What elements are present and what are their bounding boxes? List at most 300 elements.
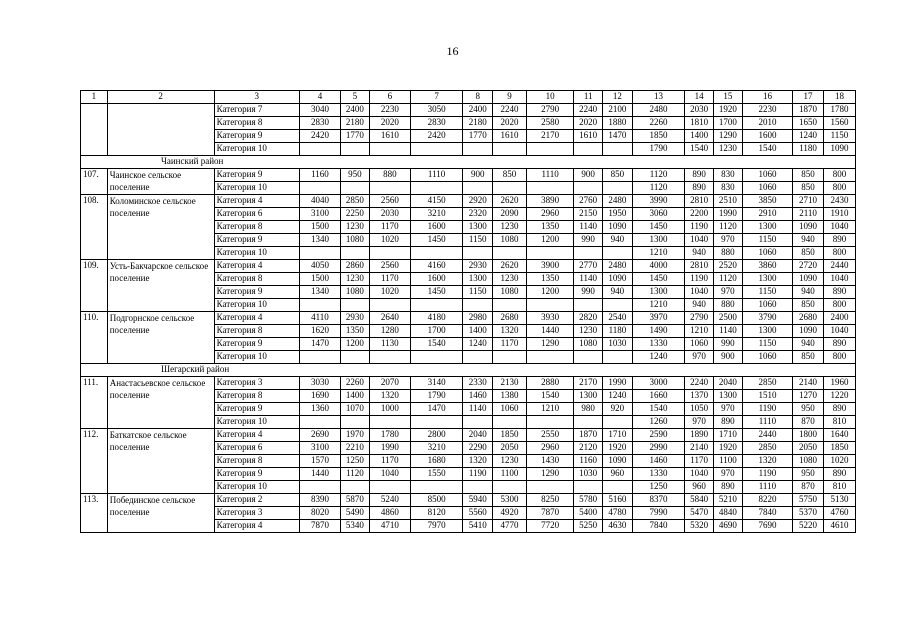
value-cell: 3050 [410,104,462,117]
value-cell: 830 [714,182,743,195]
value-cell: 1060 [742,299,792,312]
value-cell: 1650 [793,117,824,130]
category-cell: Категория 9 [214,286,299,299]
value-cell: 1300 [632,286,684,299]
value-cell: 1550 [410,468,462,481]
value-cell: 850 [793,351,824,364]
value-cell: 2560 [369,195,410,208]
category-cell: Категория 10 [214,299,299,312]
category-cell: Категория 8 [214,325,299,338]
header-cell: 2 [107,91,214,104]
value-cell: 2440 [823,260,855,273]
value-cell: 1190 [685,273,714,286]
value-cell: 1020 [369,286,410,299]
value-cell: 2760 [574,195,603,208]
category-cell: Категория 10 [214,481,299,494]
value-cell: 1560 [823,117,855,130]
value-cell: 3860 [742,260,792,273]
value-cell: 1290 [714,130,743,143]
value-cell: 5340 [341,520,370,533]
value-cell: 2920 [463,195,493,208]
value-cell: 1170 [369,221,410,234]
value-cell: 1170 [369,273,410,286]
value-cell: 1160 [574,455,603,468]
value-cell: 1300 [742,221,792,234]
value-cell: 1610 [574,130,603,143]
value-cell: 1990 [714,208,743,221]
value-cell: 1270 [793,390,824,403]
value-cell [493,481,527,494]
value-cell: 1290 [527,468,574,481]
value-cell: 1230 [714,143,743,156]
value-cell: 5210 [714,494,743,507]
settlement-name: Побединское сельское поселение [107,494,214,533]
value-cell: 3990 [632,195,684,208]
value-cell: 1240 [793,130,824,143]
header-cell: 13 [632,91,684,104]
value-cell: 2810 [685,195,714,208]
value-cell: 1190 [685,221,714,234]
value-cell: 2480 [632,104,684,117]
value-cell: 2200 [685,208,714,221]
value-cell: 1140 [574,221,603,234]
value-cell: 1320 [463,455,493,468]
value-cell: 850 [793,247,824,260]
value-cell [463,351,493,364]
value-cell: 1680 [410,455,462,468]
value-cell: 2430 [823,195,855,208]
value-cell: 1090 [603,221,633,234]
value-cell: 2580 [527,117,574,130]
value-cell: 940 [793,234,824,247]
value-cell: 1490 [632,325,684,338]
header-cell: 11 [574,91,603,104]
value-cell [299,299,340,312]
value-cell [463,247,493,260]
value-cell: 1170 [369,455,410,468]
value-cell: 1080 [574,338,603,351]
value-cell [527,143,574,156]
value-cell: 2440 [742,429,792,442]
value-cell: 900 [463,169,493,182]
value-cell: 2480 [603,195,633,208]
value-cell: 1080 [493,234,527,247]
tariff-table [80,90,856,533]
value-cell: 1020 [369,234,410,247]
table-row [81,312,856,325]
value-cell: 1400 [341,390,370,403]
value-cell: 1040 [823,273,855,286]
value-cell: 800 [823,299,855,312]
value-cell [527,299,574,312]
value-cell [603,247,633,260]
value-cell: 1610 [369,130,410,143]
header-cell: 9 [493,91,527,104]
header-cell: 12 [603,91,633,104]
value-cell: 7970 [410,520,462,533]
table-row [81,377,856,390]
value-cell: 870 [793,481,824,494]
value-cell: 1320 [742,455,792,468]
value-cell: 2930 [463,260,493,273]
value-cell: 1700 [714,117,743,130]
value-cell: 1920 [714,442,743,455]
value-cell: 5490 [341,507,370,520]
value-cell [603,351,633,364]
value-cell: 1120 [341,468,370,481]
settlement-name: Подгорнское сельское поселение [107,312,214,364]
value-cell: 8370 [632,494,684,507]
page-number: 16 [446,44,459,58]
value-cell: 4150 [410,195,462,208]
value-cell: 940 [603,234,633,247]
value-cell [463,143,493,156]
value-cell: 1230 [574,325,603,338]
value-cell: 890 [714,416,743,429]
value-cell: 1300 [742,273,792,286]
value-cell: 4840 [714,507,743,520]
value-cell: 990 [574,234,603,247]
value-cell: 1280 [369,325,410,338]
value-cell: 800 [823,169,855,182]
value-cell: 2680 [493,312,527,325]
value-cell: 3100 [299,208,340,221]
value-cell: 5160 [603,494,633,507]
value-cell: 1120 [714,273,743,286]
value-cell [341,481,370,494]
value-cell [463,416,493,429]
value-cell: 2980 [463,312,493,325]
value-cell: 1920 [714,104,743,117]
settlement-name: Баткатское сельское поселение [107,429,214,494]
settlement-number: 111. [81,377,108,429]
value-cell: 2140 [685,442,714,455]
value-cell [341,416,370,429]
value-cell: 1240 [603,390,633,403]
value-cell: 1330 [632,468,684,481]
value-cell: 1320 [493,325,527,338]
value-cell: 1470 [299,338,340,351]
value-cell: 1330 [632,338,684,351]
value-cell: 800 [823,351,855,364]
value-cell: 4710 [369,520,410,533]
value-cell: 3970 [632,312,684,325]
value-cell: 2850 [341,195,370,208]
value-cell: 1040 [685,468,714,481]
settlement-name [107,104,214,156]
value-cell: 2180 [341,117,370,130]
header-cell: 5 [341,91,370,104]
value-cell: 1400 [463,325,493,338]
value-cell: 8500 [410,494,462,507]
value-cell: 1110 [527,169,574,182]
value-cell: 1920 [603,442,633,455]
region-label: Шегарский район [81,364,856,377]
value-cell: 850 [493,169,527,182]
value-cell: 960 [685,481,714,494]
value-cell: 5250 [574,520,603,533]
value-cell: 1040 [369,468,410,481]
value-cell: 4630 [603,520,633,533]
header-cell: 1 [81,91,108,104]
category-cell: Категория 10 [214,247,299,260]
value-cell: 4110 [299,312,340,325]
category-cell: Категория 4 [214,195,299,208]
value-cell: 2830 [299,117,340,130]
value-cell: 1990 [369,442,410,455]
value-cell: 800 [823,182,855,195]
value-cell: 950 [341,169,370,182]
value-cell: 1600 [410,221,462,234]
value-cell: 4860 [369,507,410,520]
value-cell [369,299,410,312]
value-cell: 940 [603,286,633,299]
value-cell: 5300 [493,494,527,507]
value-cell: 1150 [823,130,855,143]
value-cell: 1240 [463,338,493,351]
value-cell [574,299,603,312]
value-cell: 890 [685,169,714,182]
value-cell: 1400 [685,130,714,143]
value-cell: 2990 [632,442,684,455]
value-cell: 4040 [299,195,340,208]
value-cell [369,416,410,429]
value-cell: 1230 [341,273,370,286]
value-cell: 1350 [527,221,574,234]
value-cell: 1040 [823,325,855,338]
value-cell: 1350 [527,273,574,286]
value-cell: 1180 [793,143,824,156]
value-cell: 5220 [793,520,824,533]
value-cell: 1300 [463,273,493,286]
value-cell: 5870 [341,494,370,507]
value-cell: 2810 [685,260,714,273]
header-cell: 7 [410,91,462,104]
value-cell: 1090 [793,273,824,286]
value-cell: 4000 [632,260,684,273]
value-cell: 2090 [493,208,527,221]
value-cell: 980 [574,403,603,416]
category-cell: Категория 3 [214,377,299,390]
category-cell: Категория 10 [214,351,299,364]
table-row [81,169,856,182]
value-cell: 2140 [793,377,824,390]
value-cell: 2240 [493,104,527,117]
value-cell: 1880 [603,117,633,130]
value-cell: 2400 [823,312,855,325]
value-cell: 1640 [823,429,855,442]
value-cell: 7690 [742,520,792,533]
value-cell: 1190 [463,468,493,481]
value-cell: 1770 [341,130,370,143]
category-cell: Категория 8 [214,221,299,234]
header-cell: 10 [527,91,574,104]
value-cell: 2230 [742,104,792,117]
value-cell: 850 [793,299,824,312]
value-cell [341,182,370,195]
value-cell: 1200 [527,234,574,247]
settlement-name: Коломинское сельское поселение [107,195,214,260]
value-cell: 2110 [793,208,824,221]
value-cell [493,182,527,195]
value-cell: 1140 [574,273,603,286]
value-cell: 7720 [527,520,574,533]
value-cell: 5320 [685,520,714,533]
value-cell: 1870 [793,104,824,117]
value-cell [603,299,633,312]
value-cell: 1790 [632,143,684,156]
value-cell: 1710 [714,429,743,442]
value-cell: 1090 [603,455,633,468]
value-cell: 970 [714,468,743,481]
value-cell: 2230 [369,104,410,117]
value-cell: 8020 [299,507,340,520]
region-row [81,156,856,169]
value-cell [527,481,574,494]
value-cell: 1120 [714,221,743,234]
value-cell: 880 [369,169,410,182]
value-cell [527,351,574,364]
value-cell: 4920 [493,507,527,520]
value-cell: 1150 [463,286,493,299]
value-cell: 2030 [685,104,714,117]
value-cell: 8220 [742,494,792,507]
value-cell: 5470 [685,507,714,520]
value-cell: 2680 [793,312,824,325]
value-cell: 1300 [632,234,684,247]
value-cell: 2790 [685,312,714,325]
value-cell: 2620 [493,195,527,208]
value-cell: 1770 [463,130,493,143]
value-cell: 2170 [527,130,574,143]
value-cell [410,182,462,195]
value-cell: 2830 [410,117,462,130]
value-cell: 1160 [299,169,340,182]
value-cell: 1130 [369,338,410,351]
value-cell: 950 [793,468,824,481]
value-cell: 1060 [493,403,527,416]
value-cell: 1910 [823,208,855,221]
value-cell: 4180 [410,312,462,325]
category-cell: Категория 9 [214,234,299,247]
value-cell: 1030 [574,468,603,481]
value-cell: 1440 [299,468,340,481]
value-cell: 890 [823,286,855,299]
header-cell: 3 [214,91,299,104]
value-cell: 1040 [823,221,855,234]
value-cell: 1150 [742,338,792,351]
value-cell: 4780 [603,507,633,520]
value-cell: 4770 [493,520,527,533]
value-cell: 1230 [493,455,527,468]
value-cell: 7840 [632,520,684,533]
value-cell [299,351,340,364]
value-cell: 800 [823,247,855,260]
value-cell: 4610 [823,520,855,533]
value-cell: 2400 [463,104,493,117]
value-cell: 2040 [463,429,493,442]
value-cell: 2020 [369,117,410,130]
value-cell: 4690 [714,520,743,533]
value-cell: 1570 [299,455,340,468]
value-cell: 5410 [463,520,493,533]
value-cell [410,143,462,156]
value-cell: 890 [823,234,855,247]
value-cell: 2260 [632,117,684,130]
value-cell: 1200 [527,286,574,299]
value-cell [341,143,370,156]
value-cell: 1090 [793,221,824,234]
value-cell: 2620 [493,260,527,273]
value-cell: 1690 [299,390,340,403]
value-cell: 2020 [493,117,527,130]
value-cell: 1120 [632,182,684,195]
value-cell: 2910 [742,208,792,221]
value-cell: 2770 [574,260,603,273]
value-cell: 3000 [632,377,684,390]
value-cell: 2500 [714,312,743,325]
value-cell: 1300 [742,325,792,338]
header-cell: 4 [299,91,340,104]
value-cell: 2590 [632,429,684,442]
value-cell: 1320 [369,390,410,403]
table-header-row [81,91,856,104]
category-cell: Категория 3 [214,507,299,520]
value-cell [410,351,462,364]
value-cell: 1060 [742,182,792,195]
value-cell [463,182,493,195]
value-cell: 5840 [685,494,714,507]
value-cell: 3890 [527,195,574,208]
value-cell: 3060 [632,208,684,221]
value-cell: 970 [714,234,743,247]
value-cell: 2290 [463,442,493,455]
value-cell: 2050 [493,442,527,455]
value-cell: 2720 [793,260,824,273]
category-cell: Категория 10 [214,182,299,195]
value-cell: 3140 [410,377,462,390]
value-cell: 1120 [632,169,684,182]
value-cell: 7870 [299,520,340,533]
value-cell: 7990 [632,507,684,520]
value-cell: 2070 [369,377,410,390]
value-cell: 2170 [574,377,603,390]
value-cell: 3210 [410,208,462,221]
value-cell: 4760 [823,507,855,520]
value-cell: 1090 [823,143,855,156]
value-cell: 1510 [742,390,792,403]
value-cell: 940 [685,247,714,260]
value-cell: 810 [823,416,855,429]
value-cell: 1890 [685,429,714,442]
value-cell: 1080 [493,286,527,299]
value-cell [493,351,527,364]
category-cell: Категория 9 [214,130,299,143]
value-cell: 5130 [823,494,855,507]
value-cell: 3030 [299,377,340,390]
value-cell: 7870 [527,507,574,520]
header-cell: 15 [714,91,743,104]
settlement-number [81,104,108,156]
value-cell: 1080 [341,234,370,247]
value-cell: 1780 [823,104,855,117]
value-cell: 1340 [299,286,340,299]
value-cell: 2040 [714,377,743,390]
value-cell [574,481,603,494]
value-cell: 890 [714,481,743,494]
settlement-number: 112. [81,429,108,494]
value-cell: 1080 [793,455,824,468]
